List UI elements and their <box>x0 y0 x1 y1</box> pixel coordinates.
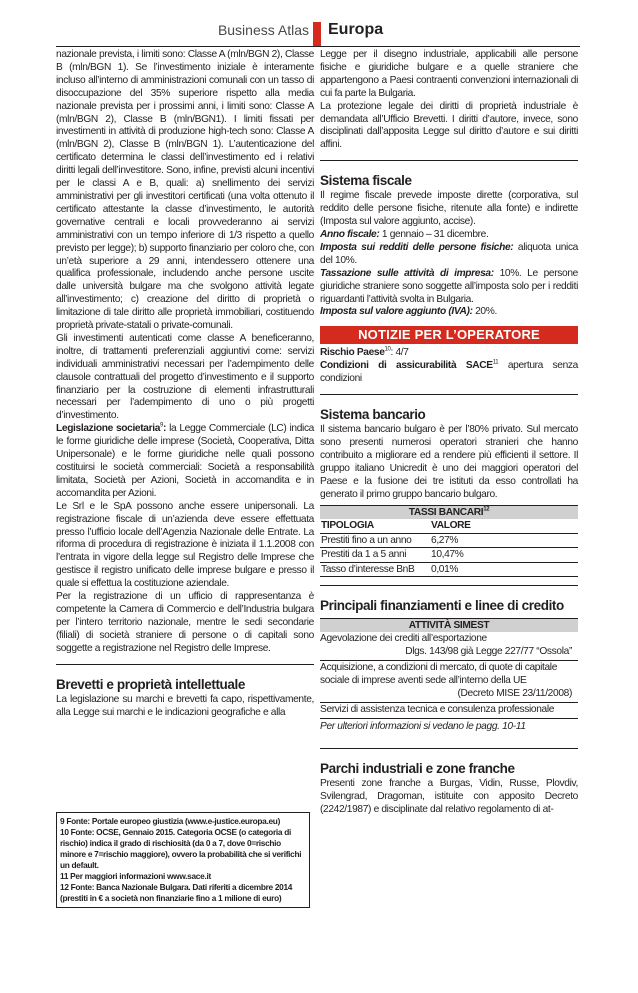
section-divider <box>56 664 314 665</box>
header-section-label: Business Atlas <box>217 22 309 38</box>
footnote-10: 10 Fonte: OCSE, Gennaio 2015. Categoria OCSE (o categoria di rischio) indica il grado di rischiosità (da 0 a 7, dove 0=rischio minore e 7=rischio maggiore), ovvero la probabilità che si verifichi un default. <box>60 827 302 870</box>
tassi-table <box>320 519 578 577</box>
operatore-banner: NOTIZIE PER L’OPERATORE <box>320 326 578 344</box>
legislazione-label: Legislazione societaria <box>56 423 161 435</box>
legislazione-paragraph: Legislazione societaria$^9$: la Legge Commerciale (LC) indica le forme giuridiche delle imprese (Società, Cooperativa, Ditta Unipersonale) e le forme giuridiche nelle quali possono costituirsi le società commerciali: Società a responsabilità limitata, Società per Azioni, Società in accomandita e in accomandita per Azioni. <box>56 422 315 499</box>
fiscale-title: Sistema fiscale <box>320 173 412 189</box>
table-header-row <box>320 519 578 533</box>
footnote-ref-9: 9 <box>160 422 164 429</box>
header-accent-bar <box>313 22 321 46</box>
imposta-iva: Imposta sul valore aggiunto (IVA): 20%. <box>320 306 497 318</box>
simest-table-title: ATTIVITÀ SIMEST <box>320 618 578 632</box>
parchi-title: Parchi industriali e zone franche <box>320 760 515 776</box>
brevetti-continued: Legge per il disegno industriale, applicabili alle persone fisiche e giuridiche bulgare e a quelle straniere che appartengono a Paesi contraenti convenzioni internazionali di cui fa parte la Bulgaria. <box>320 49 578 99</box>
column-header-valore: VALORE <box>430 519 578 533</box>
footnotes-box <box>56 812 310 908</box>
parchi-paragraph: Presenti zone franche a Burgas, Vidin, Russe, Plovdiv, Svilengrad, Dragoman, istituite con apposito Decreto (2242/1987) e disciplinate dal relativo regolamento di at- <box>320 777 578 815</box>
tassi-table-title: TASSI BANCARI$^{12}$ <box>320 505 578 519</box>
condizioni-sace: Condizioni di assicurabilità SACE$^{11}$ apertura senza condizioni <box>320 359 578 385</box>
column-header-tipologia: TIPOLOGIA <box>320 519 430 533</box>
rischio-paese: Rischio Paese$^{10}$: 4/7 <box>320 346 409 359</box>
header-region-label: Europa <box>328 21 384 38</box>
header-rule <box>56 46 580 47</box>
intro-paragraph: nazionale prevista, i limiti sono: Classe A (mln/BGN 2), Classe B (mln/BGN 1). Se l’investimento iniziale è interamente incluso all’interno di amministrazioni comunali con un tasso di disoccupazione del 35% superiore rispetto alla media nazionale prevista per i prossimi anni, i limiti sono: Classe A (mln/BGN 2), Classe B (mln/BGN1). I limiti fissati per investimenti in attività di produzione high-tech sono: Classe A (mln/BGN 2), Classe B (mln/BGN 1). L’autenticazione del certificato determina le classi dell’investimento ed i relativi diritti legali dell’investitore. Sono, infine, previsti alcuni incentivi per le classi A e B, quali: a) snellimento dei servizi amministrativi per gli investitori certificati (una volta ottenuto il certificato attestante la classe d’investimento, le autorità governative centrali e locali provvederanno ai servizi amministrativi con un tempo inferiore di 1/3 rispetto a quello previsto per legge); b) supporto finanziario per coloro che, con un’età superiore a 29 anni, intendessero ottenere una qualifica professionale, includendo anche persone uscite dalle università bulgare ma che svolgono attività legate all’investimento; c) creazione del diritto di proprietà o limitazione di tale diritto alle proprietà immobiliari, costituendo proprietà private-statali o private-comunali. <box>56 49 314 332</box>
section-divider <box>320 585 578 586</box>
table-row: Tasso d’interesse BnB 0,01% <box>320 562 578 577</box>
footnote-11: 11 Per maggiori informazioni www.sace.it <box>60 871 211 881</box>
table-row: Prestiti da 1 a 5 anni 10,47% <box>320 548 578 563</box>
footnote-9: 9 Fonte: Portale europeo giustizia (www.e-justice.europa.eu) <box>60 816 281 826</box>
simest-row: Acquisizione, a condizioni di mercato, di quote di capitale sociale di imprese aventi sede all’interno della UE (Decreto MISE 23/11/2008) <box>320 661 578 703</box>
imposta-redditi: Imposta sui redditi delle persone fisiche: aliquota unica del 10%. <box>320 241 579 266</box>
bancario-paragraph: Il sistema bancario bulgaro è per l’80% privato. Sul mercato sono presenti numerosi operatori stranieri che hanno contribuito a migliorare ed a rendere più efficienti il settore. Il gruppo italiano Unicredit è uno dei maggiori operatori del Paese e la fusione dei tre istituti da esso controllati ha generato il primo gruppo bancario bulgaro. <box>320 424 578 500</box>
class-a-paragraph: Gli investimenti autenticati come classe A beneficeranno, inoltre, di trattamenti preferenziali aggiuntivi come: servizi individuali amministrativi necessari per l’adempimento delle clausole contrattuali del progetto d’investimento e il supporto finanziario per la costruzione di elementi infrastrutturali necessari per l’adempimento di uno o più progetti d’investimento. <box>56 332 314 422</box>
srl-paragraph: Le Srl e le SpA possono anche essere unipersonali. La registrazione fiscale di un’azienda deve essere effettuata presso l’ufficio locale dell’Agenzia Nazionale delle Entrate. La riforma di procedura di registrazione è iniziata il 1.1.2008 con l’entrata in vigore della legge sul Registro delle Imprese che gestisce il registro unificato delle imprese bulgare e presso il quale si effettua la costituzione aziendale. <box>56 500 314 590</box>
brevetti-continued-2: La protezione legale dei diritti di proprietà industriale è demandata all’Ufficio Brevetti. I diritti d’autore, invece, sono disciplinati dall’apposita Legge sul diritto d’autore e sui diritti affini. <box>320 100 578 151</box>
right-column <box>320 49 578 817</box>
simest-note: Per ulteriori informazioni si vedano le pagg. 10-11 <box>320 720 526 732</box>
left-column <box>56 49 314 719</box>
section-divider <box>320 394 578 395</box>
page-header <box>0 22 638 44</box>
section-divider <box>320 160 578 161</box>
table-row: Prestiti fino a un anno 6,27% <box>320 533 578 548</box>
tassazione-attivita: Tassazione sulle attività di impresa: 10%. Le persone giuridiche straniere sono soggette all’imposta solo per i redditi riguardanti l’attività svolta in Bulgaria. <box>320 267 578 305</box>
ufficio-paragraph: Per la registrazione di un ufficio di rappresentanza è competente la Camera di Commercio e dell’Industria bulgara per l’intero territorio nazionale, mentre le sedi secondarie (filiali) di società straniere di persone o di capitali sono soggette a registrazione nel Registro delle Imprese. <box>56 591 314 654</box>
simest-row: Agevolazione dei crediti all’esportazione Dlgs. 143/98 già Legge 227/77 “Ossola” <box>320 632 578 661</box>
bancario-title: Sistema bancario <box>320 407 426 423</box>
simest-row: Servizi di assistenza tecnica e consulenza professionale <box>320 703 578 719</box>
brevetti-paragraph: La legislazione su marchi e brevetti fa capo, rispettivamente, alla Legge sui marchi e le indicazioni geografiche e alla <box>56 693 314 718</box>
fiscale-paragraph: Il regime fiscale prevede imposte dirette (corporativa, sul reddito delle persone fisiche, ritenute alla fonte) e indirette (Imposta sul valore aggiunto, accise). <box>320 190 578 228</box>
brevetti-title: Brevetti e proprietà intellettuale <box>56 676 245 692</box>
finanziamenti-title: Principali finanziamenti e linee di credito <box>320 598 564 614</box>
anno-fiscale: Anno fiscale: 1 gennaio – 31 dicembre. <box>320 228 489 240</box>
section-divider <box>320 748 578 749</box>
footnote-12: 12 Fonte: Banca Nazionale Bulgara. Dati riferiti a dicembre 2014 (prestiti in € a società non finanziarie fino a 1 milione di euro) <box>60 882 293 903</box>
